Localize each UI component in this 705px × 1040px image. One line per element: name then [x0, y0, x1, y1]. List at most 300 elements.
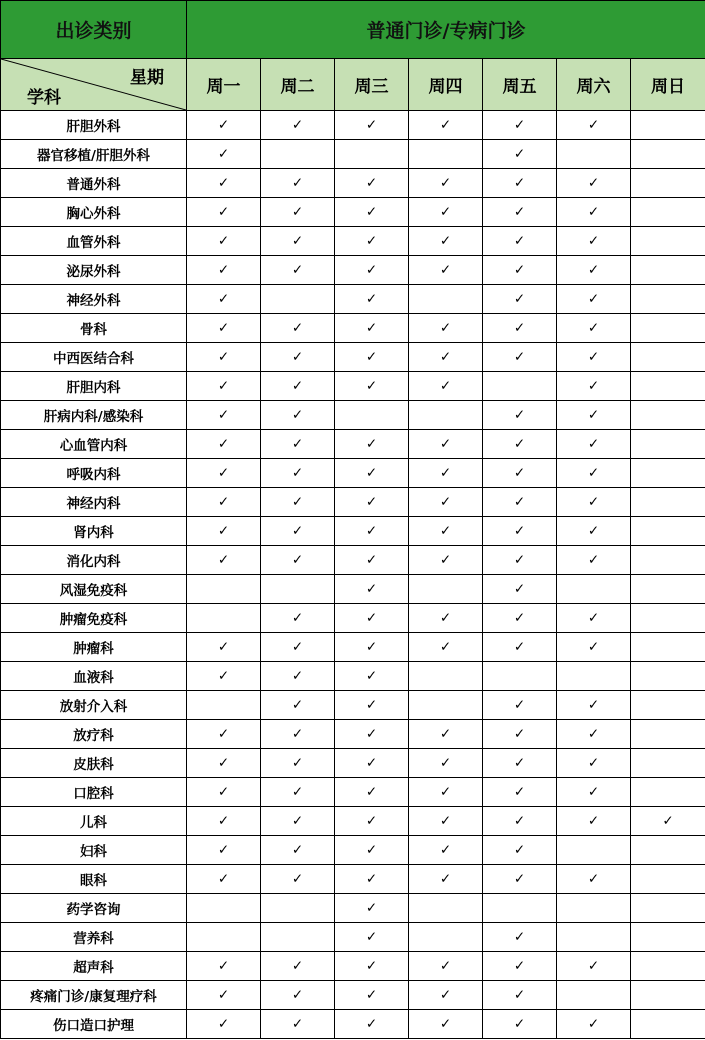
checkmark-icon: ✓	[409, 430, 483, 459]
checkmark-icon: ✓	[335, 691, 409, 720]
empty-cell	[631, 140, 705, 169]
checkmark-icon: ✓	[187, 720, 261, 749]
checkmark-icon: ✓	[335, 430, 409, 459]
checkmark-icon: ✓	[483, 575, 557, 604]
table-row	[1, 575, 705, 604]
table-row	[1, 894, 705, 923]
diagonal-header-cell	[1, 59, 187, 111]
checkmark-icon: ✓	[409, 227, 483, 256]
department-name: 肾内科	[1, 517, 187, 546]
checkmark-icon: ✓	[187, 314, 261, 343]
checkmark-icon: ✓	[483, 807, 557, 836]
checkmark-icon: ✓	[187, 836, 261, 865]
checkmark-icon: ✓	[261, 430, 335, 459]
empty-cell	[557, 894, 631, 923]
table-row	[1, 517, 705, 546]
checkmark-icon: ✓	[483, 865, 557, 894]
empty-cell	[631, 923, 705, 952]
department-name: 皮肤科	[1, 749, 187, 778]
checkmark-icon: ✓	[483, 111, 557, 140]
empty-cell	[631, 256, 705, 285]
checkmark-icon: ✓	[335, 807, 409, 836]
checkmark-icon: ✓	[557, 865, 631, 894]
table-row	[1, 836, 705, 865]
empty-cell	[631, 720, 705, 749]
checkmark-icon: ✓	[557, 633, 631, 662]
checkmark-icon: ✓	[335, 749, 409, 778]
department-name: 肝胆内科	[1, 372, 187, 401]
table-row	[1, 952, 705, 981]
empty-cell	[631, 604, 705, 633]
weekday-axis-label: 星期	[130, 68, 164, 88]
checkmark-icon: ✓	[187, 633, 261, 662]
checkmark-icon: ✓	[335, 1010, 409, 1039]
table-row	[1, 720, 705, 749]
checkmark-icon: ✓	[409, 1010, 483, 1039]
checkmark-icon: ✓	[409, 488, 483, 517]
table-row	[1, 140, 705, 169]
empty-cell	[631, 575, 705, 604]
department-name: 神经外科	[1, 285, 187, 314]
checkmark-icon: ✓	[261, 198, 335, 227]
checkmark-icon: ✓	[335, 343, 409, 372]
empty-cell	[335, 140, 409, 169]
checkmark-icon: ✓	[187, 546, 261, 575]
table-row	[1, 923, 705, 952]
department-name: 疼痛门诊/康复理疗科	[1, 981, 187, 1010]
checkmark-icon: ✓	[483, 256, 557, 285]
checkmark-icon: ✓	[483, 633, 557, 662]
checkmark-icon: ✓	[187, 169, 261, 198]
empty-cell	[483, 372, 557, 401]
empty-cell	[557, 662, 631, 691]
checkmark-icon: ✓	[409, 633, 483, 662]
empty-cell	[187, 575, 261, 604]
checkmark-icon: ✓	[335, 285, 409, 314]
checkmark-icon: ✓	[261, 691, 335, 720]
empty-cell	[409, 575, 483, 604]
checkmark-icon: ✓	[261, 517, 335, 546]
checkmark-icon: ✓	[335, 981, 409, 1010]
checkmark-icon: ✓	[261, 488, 335, 517]
empty-cell	[557, 575, 631, 604]
department-name: 肝胆外科	[1, 111, 187, 140]
checkmark-icon: ✓	[409, 198, 483, 227]
checkmark-icon: ✓	[409, 372, 483, 401]
table-row	[1, 343, 705, 372]
empty-cell	[631, 952, 705, 981]
checkmark-icon: ✓	[483, 981, 557, 1010]
checkmark-icon: ✓	[187, 111, 261, 140]
empty-cell	[631, 662, 705, 691]
empty-cell	[631, 546, 705, 575]
checkmark-icon: ✓	[335, 604, 409, 633]
checkmark-icon: ✓	[557, 372, 631, 401]
checkmark-icon: ✓	[261, 401, 335, 430]
checkmark-icon: ✓	[187, 459, 261, 488]
checkmark-icon: ✓	[187, 517, 261, 546]
department-name: 妇科	[1, 836, 187, 865]
empty-cell	[631, 227, 705, 256]
table-row	[1, 198, 705, 227]
checkmark-icon: ✓	[187, 749, 261, 778]
table-row	[1, 488, 705, 517]
department-name: 放疗科	[1, 720, 187, 749]
checkmark-icon: ✓	[409, 952, 483, 981]
weekday-header: 周五	[483, 59, 557, 111]
department-name: 放射介入科	[1, 691, 187, 720]
checkmark-icon: ✓	[187, 807, 261, 836]
checkmark-icon: ✓	[335, 256, 409, 285]
empty-cell	[631, 1010, 705, 1039]
checkmark-icon: ✓	[187, 952, 261, 981]
checkmark-icon: ✓	[483, 488, 557, 517]
empty-cell	[483, 894, 557, 923]
checkmark-icon: ✓	[483, 720, 557, 749]
department-name: 血管外科	[1, 227, 187, 256]
checkmark-icon: ✓	[557, 691, 631, 720]
table-row	[1, 778, 705, 807]
table-row	[1, 807, 705, 836]
checkmark-icon: ✓	[335, 111, 409, 140]
table-row	[1, 227, 705, 256]
empty-cell	[631, 488, 705, 517]
department-name: 器官移植/肝胆外科	[1, 140, 187, 169]
checkmark-icon: ✓	[261, 314, 335, 343]
checkmark-icon: ✓	[187, 488, 261, 517]
checkmark-icon: ✓	[261, 111, 335, 140]
checkmark-icon: ✓	[557, 517, 631, 546]
empty-cell	[187, 923, 261, 952]
weekday-header-row	[1, 59, 705, 111]
checkmark-icon: ✓	[483, 923, 557, 952]
department-name: 儿科	[1, 807, 187, 836]
department-name: 肿瘤科	[1, 633, 187, 662]
checkmark-icon: ✓	[409, 546, 483, 575]
empty-cell	[557, 140, 631, 169]
checkmark-icon: ✓	[187, 981, 261, 1010]
checkmark-icon: ✓	[261, 749, 335, 778]
table-row	[1, 981, 705, 1010]
checkmark-icon: ✓	[261, 720, 335, 749]
empty-cell	[557, 981, 631, 1010]
checkmark-icon: ✓	[187, 430, 261, 459]
table-row	[1, 111, 705, 140]
checkmark-icon: ✓	[557, 169, 631, 198]
checkmark-icon: ✓	[261, 952, 335, 981]
department-name: 营养科	[1, 923, 187, 952]
empty-cell	[409, 894, 483, 923]
schedule-body	[1, 111, 705, 1039]
empty-cell	[335, 401, 409, 430]
empty-cell	[631, 981, 705, 1010]
checkmark-icon: ✓	[483, 285, 557, 314]
checkmark-icon: ✓	[557, 227, 631, 256]
department-name: 肿瘤免疫科	[1, 604, 187, 633]
empty-cell	[409, 662, 483, 691]
checkmark-icon: ✓	[335, 198, 409, 227]
department-name: 血液科	[1, 662, 187, 691]
empty-cell	[631, 314, 705, 343]
checkmark-icon: ✓	[557, 285, 631, 314]
table-row	[1, 1010, 705, 1039]
table-row	[1, 401, 705, 430]
checkmark-icon: ✓	[557, 430, 631, 459]
department-name: 伤口造口护理	[1, 1010, 187, 1039]
checkmark-icon: ✓	[557, 314, 631, 343]
checkmark-icon: ✓	[261, 227, 335, 256]
department-name: 骨科	[1, 314, 187, 343]
checkmark-icon: ✓	[335, 778, 409, 807]
empty-cell	[409, 140, 483, 169]
checkmark-icon: ✓	[409, 865, 483, 894]
checkmark-icon: ✓	[631, 807, 705, 836]
checkmark-icon: ✓	[483, 546, 557, 575]
table-row	[1, 372, 705, 401]
department-name: 消化内科	[1, 546, 187, 575]
checkmark-icon: ✓	[261, 343, 335, 372]
title-row	[1, 1, 705, 59]
weekday-header: 周六	[557, 59, 631, 111]
checkmark-icon: ✓	[261, 372, 335, 401]
weekday-header: 周日	[631, 59, 705, 111]
checkmark-icon: ✓	[483, 836, 557, 865]
table-row	[1, 314, 705, 343]
checkmark-icon: ✓	[187, 662, 261, 691]
checkmark-icon: ✓	[335, 517, 409, 546]
checkmark-icon: ✓	[261, 836, 335, 865]
checkmark-icon: ✓	[557, 546, 631, 575]
table-row	[1, 459, 705, 488]
checkmark-icon: ✓	[187, 256, 261, 285]
empty-cell	[557, 836, 631, 865]
empty-cell	[631, 198, 705, 227]
department-axis-label: 学科	[27, 88, 61, 108]
checkmark-icon: ✓	[483, 198, 557, 227]
table-row	[1, 285, 705, 314]
checkmark-icon: ✓	[261, 459, 335, 488]
empty-cell	[483, 662, 557, 691]
empty-cell	[261, 894, 335, 923]
checkmark-icon: ✓	[335, 488, 409, 517]
weekday-header: 周四	[409, 59, 483, 111]
empty-cell	[261, 575, 335, 604]
table-row	[1, 169, 705, 198]
checkmark-icon: ✓	[187, 778, 261, 807]
checkmark-icon: ✓	[483, 314, 557, 343]
empty-cell	[631, 343, 705, 372]
checkmark-icon: ✓	[557, 778, 631, 807]
department-name: 普通外科	[1, 169, 187, 198]
checkmark-icon: ✓	[483, 140, 557, 169]
checkmark-icon: ✓	[335, 575, 409, 604]
empty-cell	[187, 604, 261, 633]
table-row	[1, 256, 705, 285]
checkmark-icon: ✓	[261, 256, 335, 285]
checkmark-icon: ✓	[187, 372, 261, 401]
checkmark-icon: ✓	[335, 952, 409, 981]
empty-cell	[409, 285, 483, 314]
checkmark-icon: ✓	[557, 749, 631, 778]
checkmark-icon: ✓	[557, 488, 631, 517]
checkmark-icon: ✓	[557, 256, 631, 285]
checkmark-icon: ✓	[261, 1010, 335, 1039]
empty-cell	[261, 140, 335, 169]
table-row	[1, 691, 705, 720]
empty-cell	[261, 285, 335, 314]
empty-cell	[187, 691, 261, 720]
department-name: 神经内科	[1, 488, 187, 517]
checkmark-icon: ✓	[557, 807, 631, 836]
checkmark-icon: ✓	[261, 662, 335, 691]
empty-cell	[631, 372, 705, 401]
checkmark-icon: ✓	[261, 778, 335, 807]
checkmark-icon: ✓	[483, 401, 557, 430]
checkmark-icon: ✓	[335, 227, 409, 256]
checkmark-icon: ✓	[557, 111, 631, 140]
checkmark-icon: ✓	[557, 401, 631, 430]
empty-cell	[557, 923, 631, 952]
checkmark-icon: ✓	[261, 604, 335, 633]
table-row	[1, 604, 705, 633]
checkmark-icon: ✓	[483, 778, 557, 807]
empty-cell	[631, 894, 705, 923]
empty-cell	[409, 401, 483, 430]
checkmark-icon: ✓	[187, 1010, 261, 1039]
table-row	[1, 662, 705, 691]
checkmark-icon: ✓	[557, 198, 631, 227]
checkmark-icon: ✓	[261, 981, 335, 1010]
department-name: 泌尿外科	[1, 256, 187, 285]
checkmark-icon: ✓	[409, 459, 483, 488]
empty-cell	[631, 749, 705, 778]
checkmark-icon: ✓	[409, 169, 483, 198]
checkmark-icon: ✓	[483, 952, 557, 981]
empty-cell	[631, 517, 705, 546]
checkmark-icon: ✓	[483, 227, 557, 256]
checkmark-icon: ✓	[483, 343, 557, 372]
checkmark-icon: ✓	[409, 314, 483, 343]
checkmark-icon: ✓	[261, 546, 335, 575]
department-name: 胸心外科	[1, 198, 187, 227]
empty-cell	[631, 633, 705, 662]
checkmark-icon: ✓	[409, 604, 483, 633]
checkmark-icon: ✓	[557, 1010, 631, 1039]
weekday-header: 周三	[335, 59, 409, 111]
checkmark-icon: ✓	[335, 836, 409, 865]
table-row	[1, 633, 705, 662]
checkmark-icon: ✓	[187, 198, 261, 227]
department-name: 口腔科	[1, 778, 187, 807]
checkmark-icon: ✓	[335, 372, 409, 401]
checkmark-icon: ✓	[335, 662, 409, 691]
department-name: 心血管内科	[1, 430, 187, 459]
checkmark-icon: ✓	[335, 169, 409, 198]
checkmark-icon: ✓	[483, 169, 557, 198]
empty-cell	[409, 923, 483, 952]
table-row	[1, 865, 705, 894]
department-name: 肝病内科/感染科	[1, 401, 187, 430]
checkmark-icon: ✓	[409, 517, 483, 546]
checkmark-icon: ✓	[187, 140, 261, 169]
checkmark-icon: ✓	[409, 720, 483, 749]
table-row	[1, 546, 705, 575]
empty-cell	[631, 111, 705, 140]
empty-cell	[631, 459, 705, 488]
checkmark-icon: ✓	[409, 778, 483, 807]
checkmark-icon: ✓	[409, 807, 483, 836]
empty-cell	[187, 894, 261, 923]
weekday-header: 周一	[187, 59, 261, 111]
empty-cell	[631, 691, 705, 720]
empty-cell	[631, 865, 705, 894]
empty-cell	[631, 430, 705, 459]
empty-cell	[409, 691, 483, 720]
checkmark-icon: ✓	[335, 894, 409, 923]
checkmark-icon: ✓	[187, 285, 261, 314]
department-name: 眼科	[1, 865, 187, 894]
department-name: 中西医结合科	[1, 343, 187, 372]
checkmark-icon: ✓	[483, 459, 557, 488]
checkmark-icon: ✓	[261, 807, 335, 836]
checkmark-icon: ✓	[483, 749, 557, 778]
checkmark-icon: ✓	[335, 923, 409, 952]
empty-cell	[631, 285, 705, 314]
checkmark-icon: ✓	[557, 459, 631, 488]
checkmark-icon: ✓	[261, 865, 335, 894]
category-label: 出诊类别	[1, 1, 187, 59]
checkmark-icon: ✓	[261, 633, 335, 662]
checkmark-icon: ✓	[409, 343, 483, 372]
empty-cell	[631, 778, 705, 807]
checkmark-icon: ✓	[335, 546, 409, 575]
checkmark-icon: ✓	[409, 256, 483, 285]
empty-cell	[261, 923, 335, 952]
checkmark-icon: ✓	[557, 720, 631, 749]
checkmark-icon: ✓	[335, 720, 409, 749]
checkmark-icon: ✓	[557, 952, 631, 981]
checkmark-icon: ✓	[409, 836, 483, 865]
checkmark-icon: ✓	[335, 314, 409, 343]
checkmark-icon: ✓	[187, 343, 261, 372]
department-name: 风湿免疫科	[1, 575, 187, 604]
checkmark-icon: ✓	[557, 604, 631, 633]
weekday-header: 周二	[261, 59, 335, 111]
department-name: 药学咨询	[1, 894, 187, 923]
empty-cell	[631, 401, 705, 430]
checkmark-icon: ✓	[483, 430, 557, 459]
checkmark-icon: ✓	[557, 343, 631, 372]
checkmark-icon: ✓	[409, 749, 483, 778]
checkmark-icon: ✓	[187, 865, 261, 894]
checkmark-icon: ✓	[483, 604, 557, 633]
department-name: 超声科	[1, 952, 187, 981]
checkmark-icon: ✓	[483, 517, 557, 546]
empty-cell	[631, 836, 705, 865]
checkmark-icon: ✓	[483, 691, 557, 720]
checkmark-icon: ✓	[409, 111, 483, 140]
checkmark-icon: ✓	[335, 459, 409, 488]
clinic-type-title: 普通门诊/专病门诊	[187, 1, 705, 59]
checkmark-icon: ✓	[409, 981, 483, 1010]
table-row	[1, 749, 705, 778]
checkmark-icon: ✓	[335, 865, 409, 894]
empty-cell	[631, 169, 705, 198]
checkmark-icon: ✓	[187, 227, 261, 256]
checkmark-icon: ✓	[483, 1010, 557, 1039]
department-name: 呼吸内科	[1, 459, 187, 488]
checkmark-icon: ✓	[335, 633, 409, 662]
